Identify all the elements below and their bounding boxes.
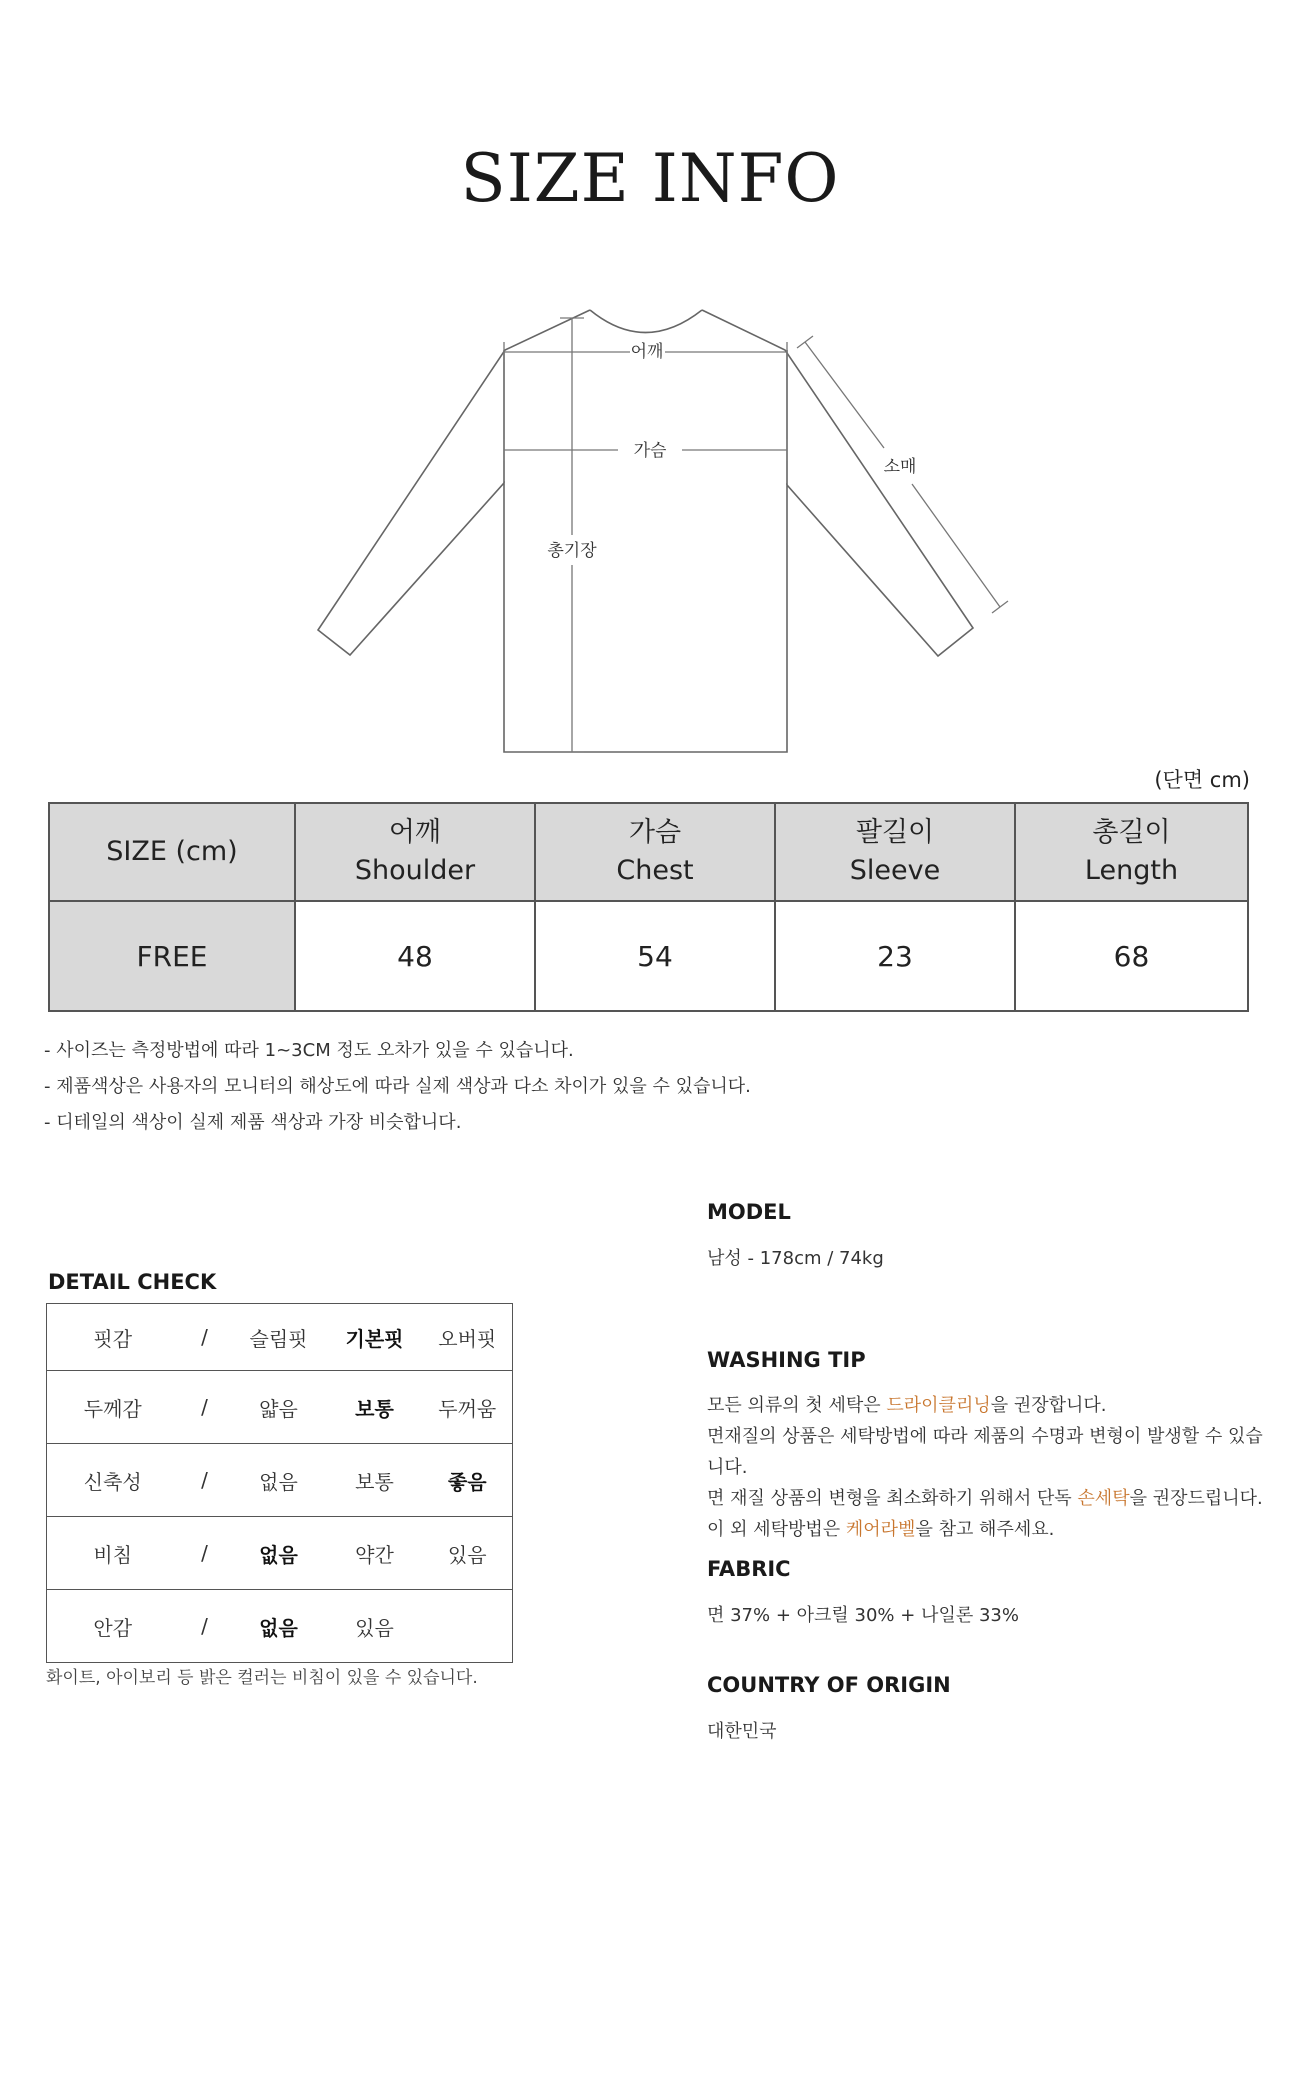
detail-option: 있음 bbox=[327, 1590, 423, 1663]
detail-option: 보통 bbox=[327, 1444, 423, 1517]
size-table-header bbox=[49, 803, 1248, 901]
header-chest-kr: 가슴 bbox=[628, 817, 682, 848]
value-sleeve: 23 bbox=[775, 901, 1015, 1011]
header-shoulder-en: Shoulder bbox=[354, 855, 476, 886]
detail-option-selected: 없음 bbox=[231, 1517, 327, 1590]
detail-option-selected: 없음 bbox=[231, 1590, 327, 1663]
detail-option: 약간 bbox=[327, 1517, 423, 1590]
washing-line-4-pre: 이 외 세탁방법은 bbox=[707, 1519, 846, 1540]
header-shoulder bbox=[295, 803, 535, 901]
fabric-text: 면 37% + 아크릴 30% + 나일론 33% bbox=[707, 1605, 1019, 1626]
washing-line-3 bbox=[707, 1483, 1267, 1514]
note-detail-color: - 디테일의 색상이 실제 제품 색상과 가장 비슷합니다. bbox=[44, 1112, 462, 1133]
detail-option: 두꺼움 bbox=[423, 1371, 513, 1444]
header-chest bbox=[535, 803, 775, 901]
washing-line-1-pre: 모든 의류의 첫 세탁은 bbox=[707, 1395, 887, 1416]
washing-line-3-post: 을 권장드립니다. bbox=[1129, 1488, 1263, 1509]
header-sleeve-en: Sleeve bbox=[849, 855, 941, 886]
washing-highlight-handwash: 손세탁 bbox=[1077, 1488, 1130, 1509]
sleeve-label: 소매 bbox=[883, 457, 917, 477]
detail-option-selected: 보통 bbox=[327, 1371, 423, 1444]
length-label: 총기장 bbox=[547, 541, 597, 561]
origin-text: 대한민국 bbox=[707, 1721, 777, 1742]
detail-separator: / bbox=[179, 1304, 231, 1371]
fabric-title: FABRIC bbox=[707, 1557, 791, 1581]
detail-check-table bbox=[46, 1303, 513, 1663]
header-sleeve-kr: 팔길이 bbox=[855, 817, 935, 848]
detail-option bbox=[423, 1590, 513, 1663]
detail-option: 얇음 bbox=[231, 1371, 327, 1444]
washing-highlight-dryclean: 드라이클리닝 bbox=[886, 1395, 991, 1416]
note-measurement: - 사이즈는 측정방법에 따라 1~3CM 정도 오차가 있을 수 있습니다. bbox=[44, 1040, 574, 1061]
model-title: MODEL bbox=[707, 1200, 791, 1224]
detail-check-note: 화이트, 아이보리 등 밝은 컬러는 비침이 있을 수 있습니다. bbox=[46, 1668, 478, 1688]
note-monitor-color: - 제품색상은 사용자의 모니터의 해상도에 따라 실제 색상과 다소 차이가 있을 수 있습니다. bbox=[44, 1076, 751, 1097]
detail-option-selected: 기본핏 bbox=[327, 1304, 423, 1371]
table-row bbox=[47, 1444, 513, 1517]
shoulder-label: 어깨 bbox=[630, 342, 664, 362]
model-text: 남성 - 178cm / 74kg bbox=[707, 1248, 884, 1269]
header-shoulder-kr: 어깨 bbox=[388, 817, 442, 848]
header-chest-en: Chest bbox=[616, 855, 694, 886]
washing-line-4 bbox=[707, 1514, 1267, 1545]
detail-separator: / bbox=[179, 1371, 231, 1444]
header-sleeve bbox=[775, 803, 1015, 901]
measurement-lines bbox=[504, 318, 1008, 752]
washing-line-1 bbox=[707, 1390, 1267, 1421]
detail-option: 있음 bbox=[423, 1517, 513, 1590]
washing-line-2: 면재질의 상품은 세탁방법에 따라 제품의 수명과 변형이 발생할 수 있습니다. bbox=[707, 1426, 1263, 1478]
header-length bbox=[1015, 803, 1248, 901]
size-free-label: FREE bbox=[49, 901, 295, 1011]
washing-highlight-carelabel: 케어라벨 bbox=[845, 1519, 916, 1540]
garment-outline bbox=[318, 310, 973, 752]
table-row bbox=[47, 1304, 513, 1371]
washing-line-4-post: 을 참고 해주세요. bbox=[915, 1519, 1055, 1540]
washing-line-3-pre: 면 재질 상품의 변형을 최소화하기 위해서 단독 bbox=[707, 1488, 1078, 1509]
size-table bbox=[48, 802, 1249, 1012]
washing-text bbox=[707, 1390, 1267, 1545]
page-title: SIZE INFO bbox=[460, 140, 840, 217]
detail-label: 비침 bbox=[47, 1517, 179, 1590]
header-length-kr: 총길이 bbox=[1092, 817, 1171, 848]
table-row bbox=[49, 901, 1248, 1011]
origin-title: COUNTRY OF ORIGIN bbox=[707, 1673, 951, 1697]
header-size-label: SIZE (cm) bbox=[106, 836, 238, 867]
detail-option: 오버핏 bbox=[423, 1304, 513, 1371]
washing-title: WASHING TIP bbox=[707, 1348, 866, 1372]
detail-check-title: DETAIL CHECK bbox=[48, 1270, 217, 1294]
table-row bbox=[47, 1590, 513, 1663]
table-row bbox=[47, 1371, 513, 1444]
value-chest: 54 bbox=[535, 901, 775, 1011]
detail-separator: / bbox=[179, 1517, 231, 1590]
garment-measurement-diagram bbox=[300, 300, 1020, 770]
unit-note: (단면 cm) bbox=[1154, 768, 1250, 792]
detail-label: 신축성 bbox=[47, 1444, 179, 1517]
table-row bbox=[47, 1517, 513, 1590]
chest-label: 가슴 bbox=[633, 441, 667, 461]
header-size bbox=[49, 803, 295, 901]
detail-option: 슬림핏 bbox=[231, 1304, 327, 1371]
value-shoulder: 48 bbox=[295, 901, 535, 1011]
detail-separator: / bbox=[179, 1590, 231, 1663]
detail-separator: / bbox=[179, 1444, 231, 1517]
detail-option-selected: 좋음 bbox=[423, 1444, 513, 1517]
header-length-en: Length bbox=[1084, 855, 1179, 886]
detail-label: 핏감 bbox=[47, 1304, 179, 1371]
detail-label: 두께감 bbox=[47, 1371, 179, 1444]
washing-line-1-post: 을 권장합니다. bbox=[990, 1395, 1107, 1416]
detail-option: 없음 bbox=[231, 1444, 327, 1517]
detail-label: 안감 bbox=[47, 1590, 179, 1663]
value-length: 68 bbox=[1015, 901, 1248, 1011]
